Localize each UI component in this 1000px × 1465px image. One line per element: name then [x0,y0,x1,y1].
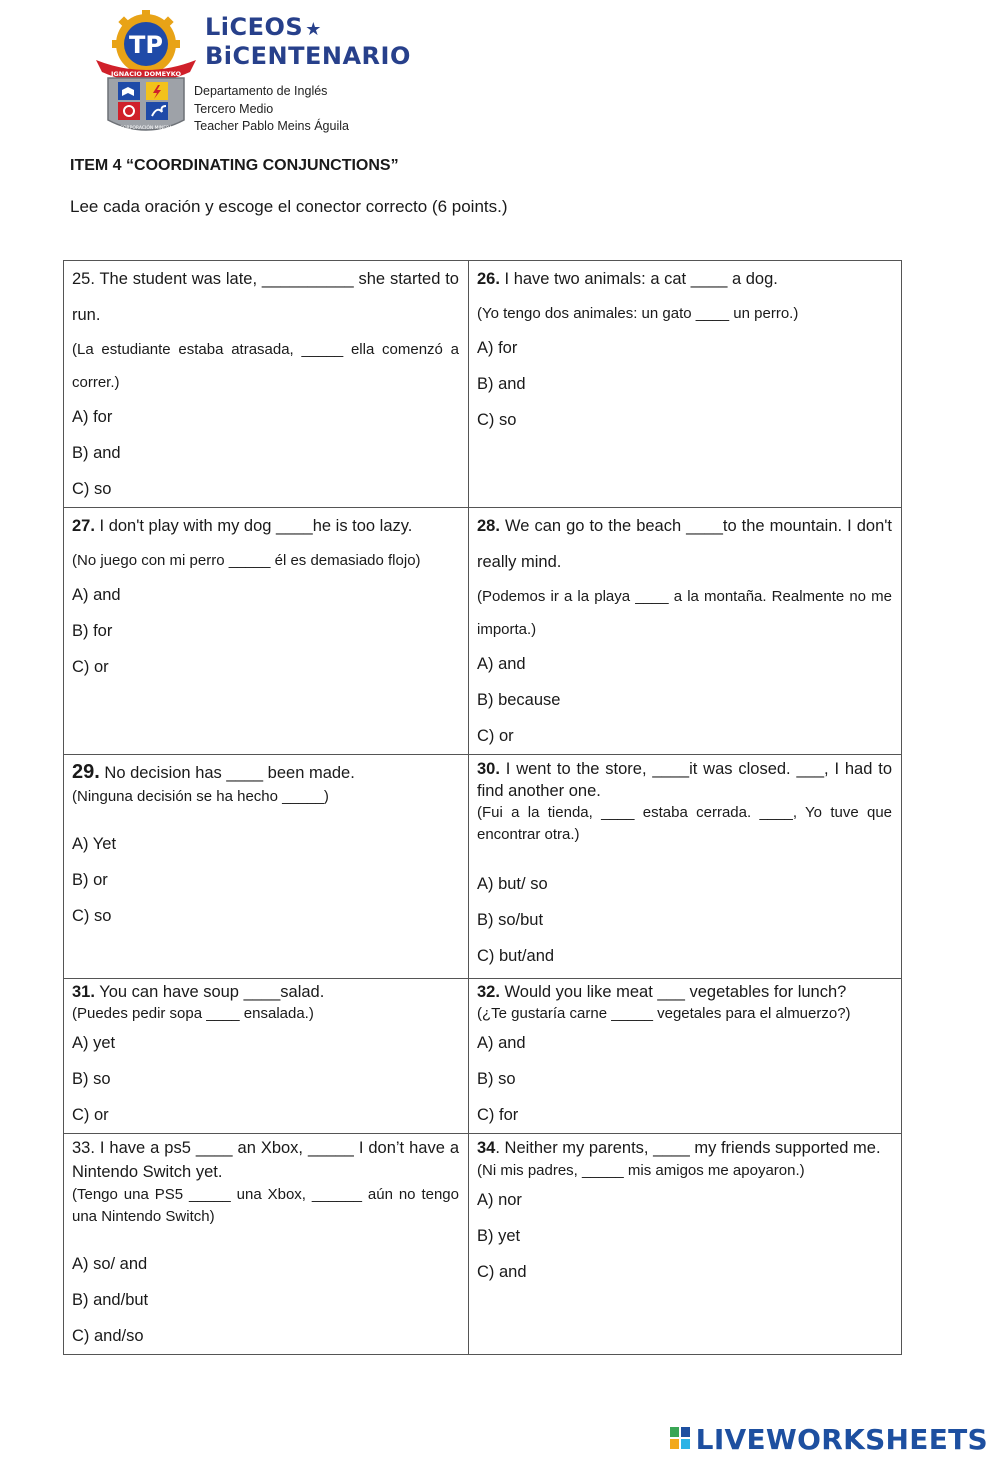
option-b[interactable]: B) and [477,375,526,393]
option-b[interactable]: B) so [477,1070,516,1088]
option-c[interactable]: C) so [72,480,112,498]
option-c[interactable]: C) or [72,1106,109,1124]
option-b[interactable]: B) or [72,871,108,889]
option-a[interactable]: A) so/ and [72,1255,148,1273]
question-translation: (No juego con mi perro _____ él es demasiado flojo) [72,552,421,569]
option-a[interactable]: A) and [72,586,121,604]
question-text: I went to the store, ____it was closed. ___, I had to find another one. [477,760,892,800]
question-28 [469,508,902,755]
question-number: 31. [72,983,95,1001]
question-translation: (Puedes pedir sopa ____ ensalada.) [72,1005,314,1022]
option-a[interactable]: A) Yet [72,835,117,853]
question-text: You can have soup ____salad. [94,983,325,1001]
option-b[interactable]: B) so/but [477,911,544,929]
question-27 [64,508,469,755]
option-a[interactable]: A) nor [477,1191,522,1209]
option-c[interactable]: C) or [477,727,514,745]
question-34 [469,1134,902,1355]
question-number: 32. [477,983,500,1001]
option-a[interactable]: A) and [477,655,526,673]
option-a[interactable]: A) for [477,339,518,357]
question-text: We can go to the beach ____to the mountain. I don't really mind. [477,517,892,571]
logo-ribbon-text: IGNACIO DOMEYKO [110,70,182,78]
question-33 [64,1134,469,1355]
department-info [194,83,349,136]
question-number: 34 [477,1139,496,1157]
question-text: 25. The student was late, __________ she started to run. [72,270,459,324]
liveworksheets-brand: LIVEWORKSHEETS [695,1422,988,1456]
question-29 [64,755,469,979]
option-a[interactable]: A) yet [72,1034,116,1052]
option-a[interactable]: A) but/ so [477,875,548,893]
question-text: . Neither my parents, ____ my friends supported me. [495,1139,881,1157]
question-translation: (¿Te gustaría carne _____ vegetales para el almuerzo?) [477,1005,851,1022]
question-text: No decision has ____ been made. [99,764,355,782]
option-b[interactable]: B) so [72,1070,111,1088]
option-c[interactable]: C) so [477,411,517,429]
option-b[interactable]: B) and/but [72,1291,149,1309]
option-c[interactable]: C) for [477,1106,519,1124]
option-a[interactable]: A) and [477,1034,526,1052]
instruction: Lee cada oración y escoge el conector correcto (6 points.) [70,197,508,216]
question-text: I don't play with my dog ____he is too lazy. [94,517,413,535]
option-b[interactable]: B) yet [477,1227,521,1245]
school-header [90,8,411,143]
question-number: 29. [72,761,100,783]
question-translation: (Fui a la tienda, ____ estaba cerrada. ____, Yo tuve que encontrar otra.) [477,804,892,843]
question-translation: (Ni mis padres, _____ mis amigos me apoyaron.) [477,1162,805,1179]
question-number: 27. [72,517,95,535]
option-c[interactable]: C) and/so [72,1327,144,1345]
question-30 [469,755,902,979]
brand-line2: BiCENTENARIO [205,42,411,70]
question-translation: (Tengo una PS5 _____ una Xbox, ______ aún no tengo una Nintendo Switch) [72,1186,459,1225]
department: Departamento de Inglés [194,84,328,98]
question-number: 28. [477,517,500,535]
brand-line1: LiCEOS [205,13,304,41]
school-logo [90,8,202,140]
question-number: 30. [477,760,500,778]
level: Tercero Medio [194,101,274,116]
logo-footer-text: CORPORACIÓN MINERA [119,126,173,131]
option-c[interactable]: C) and [477,1263,527,1281]
liveworksheets-logo [670,1423,988,1455]
question-translation: (La estudiante estaba atrasada, _____ ella comenzó a correr.) [72,341,459,391]
question-translation: (Yo tengo dos animales: un gato ____ un perro.) [477,305,799,322]
question-text: 33. I have a ps5 ____ an Xbox, _____ I don’t have a Nintendo Switch yet. [72,1139,459,1181]
option-b[interactable]: B) and [72,444,121,462]
question-26 [469,261,902,508]
logo-initials: TP [129,31,163,59]
teacher: Teacher Pablo Meins Águila [194,119,349,133]
questions-table [63,260,902,1355]
question-text: I have two animals: a cat ____ a dog. [499,270,778,288]
question-number: 26. [477,270,500,288]
liveworksheets-mark-icon [670,1427,692,1451]
item-title: ITEM 4 “COORDINATING CONJUNCTIONS” [70,157,399,174]
question-translation: (Ninguna decisión se ha hecho _____) [72,788,329,805]
option-b[interactable]: B) because [477,691,561,709]
question-31 [64,979,469,1134]
star-icon: ★ [305,19,322,40]
question-translation: (Podemos ir a la playa ____ a la montaña. Realmente no me importa.) [477,588,892,638]
option-c[interactable]: C) but/and [477,947,555,965]
option-c[interactable]: C) so [72,907,112,925]
question-32 [469,979,902,1134]
option-b[interactable]: B) for [72,622,113,640]
question-text: Would you like meat ___ vegetables for lunch? [499,983,847,1001]
question-25 [64,261,469,508]
option-c[interactable]: C) or [72,658,109,676]
brand-name [205,14,411,70]
option-a[interactable]: A) for [72,408,113,426]
